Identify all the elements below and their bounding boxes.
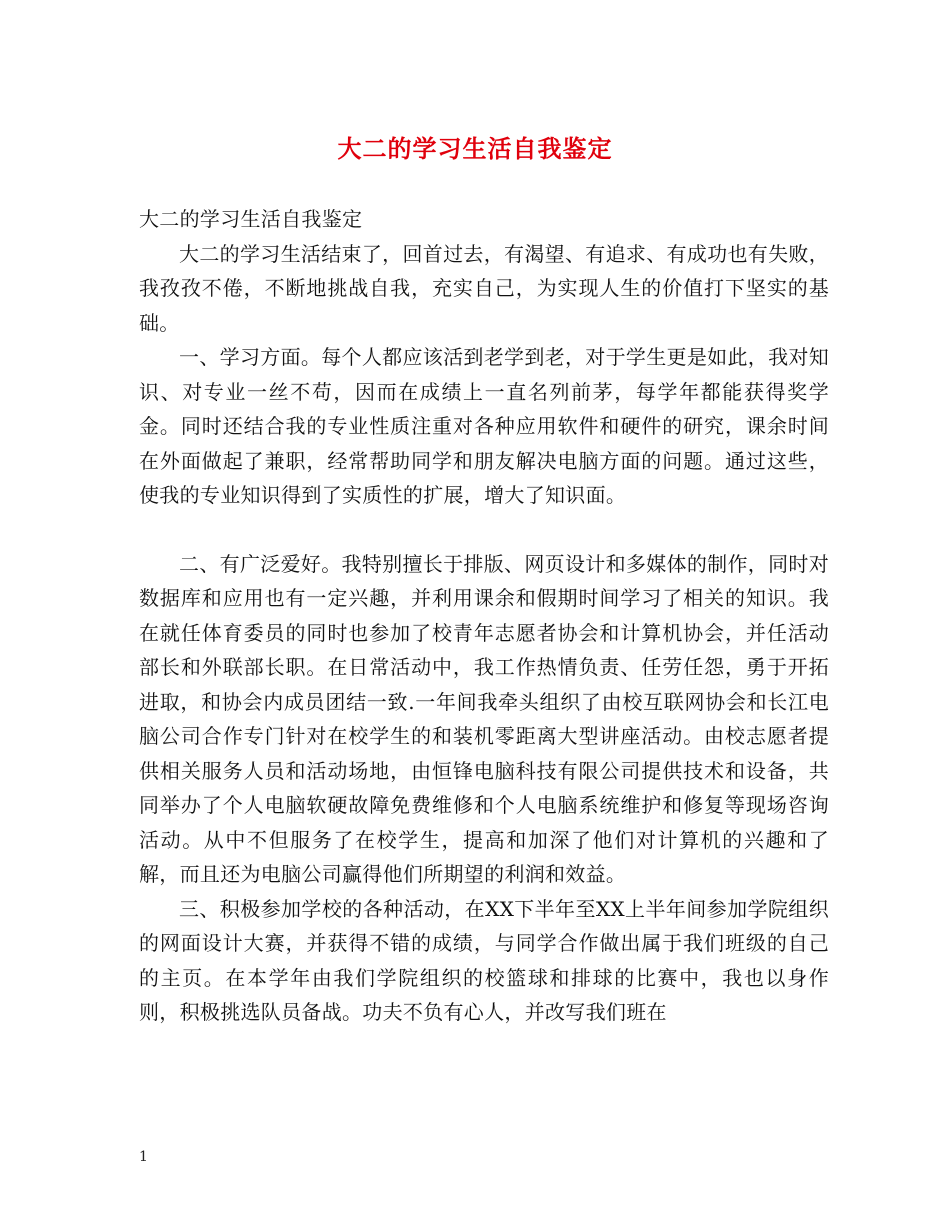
paragraph-intro: 大二的学习生活结束了，回首过去，有渴望、有追求、有成功也有失败，我孜孜不倦，不断地挑战自我，充实自己，为实现人生的价值打下坚实的基础。: [139, 241, 829, 335]
body-heading: 大二的学习生活自我鉴定: [139, 207, 363, 231]
document-body: [139, 202, 829, 1030]
page-number: 1: [139, 1149, 148, 1165]
paragraph-hobbies: 二、有广泛爱好。我特别擅长于排版、网页设计和多媒体的制作，同时对数据库和应用也有一定兴趣，并利用课余和假期时间学习了相关的知识。我在就任体育委员的同时也参加了校青年志愿者协会和计算机协会，并任活动部长和外联部长职。在日常活动中，我工作热情负责、任劳任怨，勇于开拓进取，和协会内成员团结一致.一年间我牵头组织了由校互联网协会和长江电脑公司合作专门针对在校学生的和装机零距离大型讲座活动。由校志愿者提供相关服务人员和活动场地，由恒锋电脑科技有限公司提供技术和设备，共同举办了个人电脑软硬故障免费维修和个人电脑系统维护和修复等现场咨询活动。从中不但服务了在校学生，提高和加深了他们对计算机的兴趣和了解，而且还为电脑公司赢得他们所期望的利润和效益。: [139, 551, 829, 886]
document-title: 大二的学习生活自我鉴定: [337, 134, 613, 163]
paragraph-study: 一、学习方面。每个人都应该活到老学到老，对于学生更是如此，我对知识、对专业一丝不苟，因而在成绩上一直名列前茅，每学年都能获得奖学金。同时还结合我的专业性质注重对各种应用软件和硬件的研究，课余时间在外面做起了兼职，经常帮助同学和朋友解决电脑方面的问题。通过这些，使我的专业知识得到了实质性的扩展，增大了知识面。: [139, 345, 829, 507]
paragraph-activities: 三、积极参加学校的各种活动，在XX下半年至XX上半年间参加学院组织的网面设计大赛，并获得不错的成绩，与同学合作做出属于我们班级的自己的主页。在本学年由我们学院组织的校篮球和排球的比赛中，我也以身作则，积极挑选队员备战。功夫不负有心人，并改写我们班在: [139, 896, 829, 1024]
